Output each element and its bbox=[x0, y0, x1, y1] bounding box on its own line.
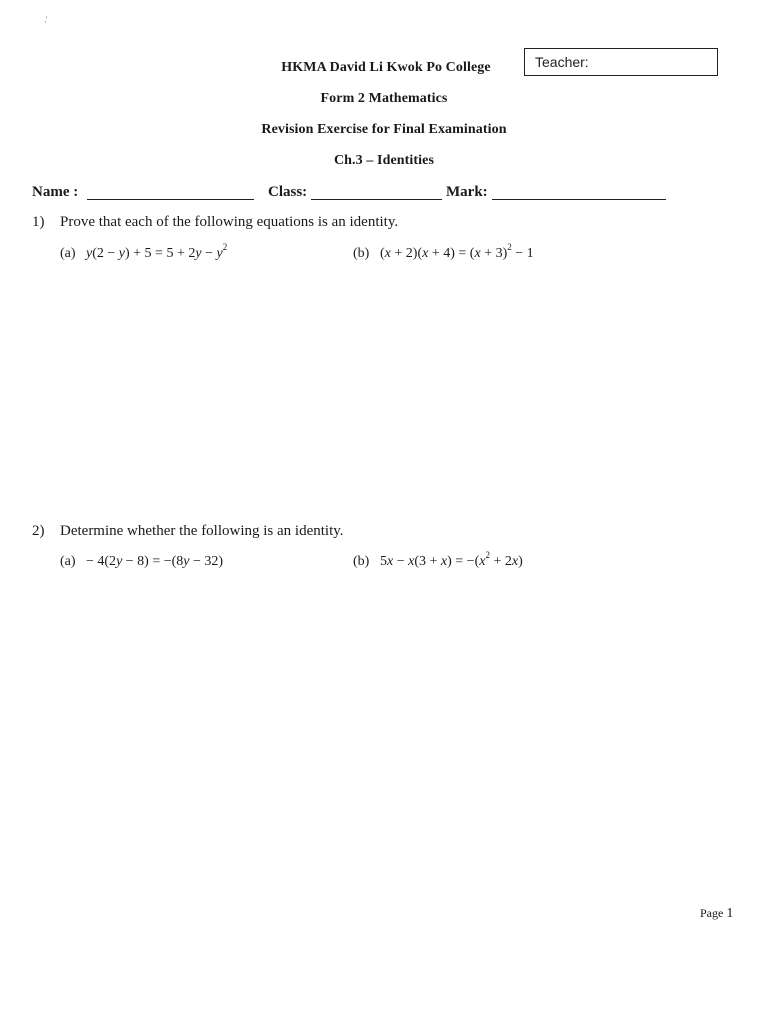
scan-mark: ·´ bbox=[41, 15, 54, 28]
mark-field[interactable] bbox=[492, 199, 666, 200]
question-2a-equation: − 4(2y − 8) = −(8y − 32) bbox=[86, 554, 224, 569]
question-1b-label: (b) bbox=[353, 246, 370, 261]
name-label: Name : bbox=[32, 184, 79, 200]
chapter-title: Ch.3 – Identities bbox=[333, 153, 435, 168]
question-1-number: 1) bbox=[32, 214, 45, 230]
school-name: HKMA David Li Kwok Po College bbox=[281, 60, 491, 75]
exercise-title: Revision Exercise for Final Examination bbox=[261, 122, 507, 137]
question-2a-label: (a) bbox=[60, 554, 76, 569]
class-field[interactable] bbox=[311, 199, 442, 200]
page-number bbox=[700, 906, 733, 922]
teacher-label: Teacher: bbox=[535, 54, 589, 70]
question-2b-label: (b) bbox=[353, 554, 370, 569]
mark-label: Mark: bbox=[446, 184, 488, 200]
page-label: Page bbox=[700, 906, 724, 920]
question-1a-equation: $y(2 - y) + 5 = 5 + 2y - y^2$ bbox=[86, 242, 228, 261]
question-2b-equation: $5x - x(3 + x) = -(x^2 + 2x)$ bbox=[380, 550, 523, 569]
page-digit: 1 bbox=[726, 906, 734, 921]
question-1a-label: (a) bbox=[60, 246, 76, 261]
course-title: Form 2 Mathematics bbox=[320, 91, 448, 106]
question-1b-equation: $(x + 2)(x + 4) = (x + 3)^2 - 1$ bbox=[380, 242, 534, 261]
class-label: Class: bbox=[268, 184, 308, 200]
question-2-number: 2) bbox=[32, 523, 45, 539]
question-2-prompt: Determine whether the following is an identity. bbox=[60, 523, 344, 539]
question-1-prompt: Prove that each of the following equations is an identity. bbox=[60, 214, 399, 230]
name-field[interactable] bbox=[87, 199, 254, 200]
